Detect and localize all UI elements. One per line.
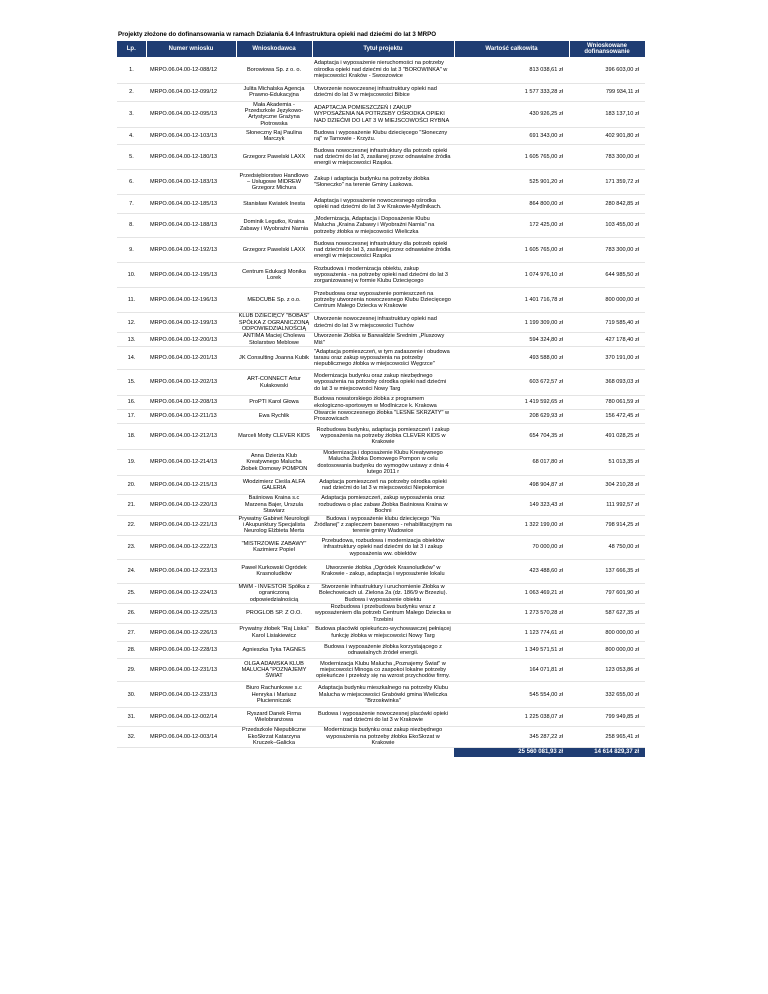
table-row [117, 495, 645, 515]
table-row [117, 583, 645, 603]
row-number: MRPO.06.04.00-12-226/13 [146, 624, 236, 642]
row-lp: 20. [117, 476, 146, 495]
row-funding: 51 013,35 zł [569, 449, 645, 476]
row-number: MRPO.06.04.00-12-099/12 [146, 83, 236, 101]
row-title: Budowa i wyposażenie Klubu dziecięcego "Słoneczny raj" w Tarnowie - Krzyżu. [312, 128, 454, 145]
row-lp: 32. [117, 727, 146, 747]
row-title: Modernizacja budynku oraz zakup niezbędnego wyposażenia na potrzeby ośrodka opieki nad dziećmi do lat 3 w miejscowości Nowy Targ [312, 370, 454, 396]
row-total: 164 071,81 zł [454, 659, 569, 682]
row-funding: 103 455,00 zł [569, 214, 645, 238]
row-applicant: Dominik Legutko, Kraina Zabawy i Wyobraźni Narnia [236, 214, 312, 238]
table-row [117, 624, 645, 642]
row-total: 172 425,00 zł [454, 214, 569, 238]
row-total: 1 401 716,78 zł [454, 288, 569, 313]
row-applicant: Centrum Edukacji Monika Lorek [236, 263, 312, 288]
row-title: Przebudowa, rozbudowa i modernizacja obiektów infrastruktury opieki nad dziećmi do lat 3 i zakup wyposażenia ww. obiektów [312, 535, 454, 559]
row-lp: 4. [117, 128, 146, 145]
row-applicant: Słoneczny Raj Paulina Marczyk [236, 128, 312, 145]
row-title: Adaptacja pomieszczeń na potrzeby ośrodka opieki nad dziećmi do lat 3 w miejscowości Niepołomice [312, 476, 454, 495]
row-total: 654 704,35 zł [454, 423, 569, 449]
row-funding: 280 842,85 zł [569, 195, 645, 214]
row-total: 430 926,25 zł [454, 101, 569, 128]
row-funding: 800 000,00 zł [569, 624, 645, 642]
row-funding: 800 000,00 zł [569, 642, 645, 659]
row-title: Adaptacja i wyposażenie nowoczesnego ośrodka opieki nad dziećmi do lat 3 w Krakowie-Mydlnikach. [312, 195, 454, 214]
row-total: 1 273 570,28 zł [454, 604, 569, 624]
row-number: MRPO.06.04.00-12-202/13 [146, 370, 236, 396]
row-title: Budowa i wyposażenie żłobka korzystającego z odnawialnych źródeł energii. [312, 642, 454, 659]
row-total: 1 577 333,28 zł [454, 83, 569, 101]
row-funding: 797 601,90 zł [569, 583, 645, 603]
row-title: Budowa placówki opiekuńczo-wychowawczej pełniącej funkcję żłobka w miejscowości Nowy Targ [312, 624, 454, 642]
row-total: 1 349 571,51 zł [454, 642, 569, 659]
table-row [117, 145, 645, 170]
totals-spacer [117, 747, 454, 757]
row-lp: 23. [117, 535, 146, 559]
row-applicant: Grzegorz Pawelski LAXX [236, 238, 312, 263]
row-funding: 368 093,03 zł [569, 370, 645, 396]
row-lp: 3. [117, 101, 146, 128]
row-applicant: Biuro Rachunkowe s.c Henryka i Mariusz Płucienniczak [236, 682, 312, 708]
row-total: 68 017,80 zł [454, 449, 569, 476]
row-applicant: Prywatny Gabinet Neurologii i Akupunktury Specjalista Neurolog Elżbieta Merta [236, 515, 312, 535]
row-title: Adaptacja budynku mieszkalnego na potrzeby Klubu Malucha w miejscowości Grabówki gmina Wieliczka "Brzoskwinka" [312, 682, 454, 708]
row-total: 1 605 765,00 zł [454, 238, 569, 263]
row-title: Budowa nowoczesnej infrastruktury dla potrzeb opieki nad dziećmi do lat 3, zasilanej przez odnawialne źródła energii w miejscowości Rząska. [312, 145, 454, 170]
row-number: MRPO.06.04.00-12-220/13 [146, 495, 236, 515]
row-lp: 11. [117, 288, 146, 313]
table-row [117, 57, 645, 83]
grand-total-funding: 14 614 829,37 zł [569, 747, 645, 757]
row-lp: 29. [117, 659, 146, 682]
row-title: Modernizacja i doposażenie Klubu Kreatywnego Malucha Żłobka Domowego Pompon w celu dostosowania budynku do wymogów ustawy z dnia 4 lutego 2011 r [312, 449, 454, 476]
row-number: MRPO.06.04.00-12-214/13 [146, 449, 236, 476]
row-title: Utworzenie nowoczesnej infrastruktury opieki nad dziećmi do lat 3 w miejscowości Tuchów [312, 313, 454, 333]
row-funding: 156 472,45 zł [569, 409, 645, 423]
row-lp: 2. [117, 83, 146, 101]
row-funding: 332 655,00 zł [569, 682, 645, 708]
row-total: 493 588,00 zł [454, 347, 569, 370]
row-lp: 16. [117, 396, 146, 410]
row-applicant: MEDCUBE Sp. z o.o. [236, 288, 312, 313]
row-title: Otwarcie nowoczesnego żłobka "LEŚNE SKRZATY" w Proszowicach [312, 409, 454, 423]
row-total: 594 324,80 zł [454, 333, 569, 347]
table-row [117, 515, 645, 535]
column-header-title: Tytuł projektu [312, 41, 454, 57]
row-number: MRPO.06.04.00-12-233/13 [146, 682, 236, 708]
row-number: MRPO.06.04.00-12-208/13 [146, 396, 236, 410]
row-number: MRPO.06.04.00-12-211/13 [146, 409, 236, 423]
row-applicant: Mała Akademia - Przedszkole Językowo-Artystyczne Grażyna Piotrowska [236, 101, 312, 128]
row-funding: 783 300,00 zł [569, 145, 645, 170]
row-number: MRPO.06.04.00-12-192/13 [146, 238, 236, 263]
row-total: 545 554,00 zł [454, 682, 569, 708]
row-applicant: Przedsiębiorstwo Handlowo – Usługowe MIDREW Grzegorz Michura [236, 170, 312, 195]
row-lp: 26. [117, 604, 146, 624]
row-funding: 304 210,28 zł [569, 476, 645, 495]
row-funding: 427 178,40 zł [569, 333, 645, 347]
row-title: ADAPTACJA POMIESZCZEŃ I ZAKUP WYPOSAŻENIA NA POTRZEBY OŚRODKA OPIEKI NAD DZIEĆMI DO LAT 3 W MIEJSCOWOŚCI RYBNA [312, 101, 454, 128]
row-number: MRPO.06.04.00-12-224/13 [146, 583, 236, 603]
row-applicant: Borowiowa Sp. z o. o. [236, 57, 312, 83]
row-funding: 137 666,35 zł [569, 559, 645, 583]
row-total: 864 800,00 zł [454, 195, 569, 214]
table-row [117, 659, 645, 682]
row-funding: 396 603,00 zł [569, 57, 645, 83]
table-row [117, 333, 645, 347]
row-number: MRPO.06.04.00-12-221/13 [146, 515, 236, 535]
row-number: MRPO.06.04.00-12-201/13 [146, 347, 236, 370]
table-row [117, 449, 645, 476]
row-applicant: Włodzimierz Cieśla ALFA GALERIA [236, 476, 312, 495]
row-lp: 27. [117, 624, 146, 642]
row-lp: 10. [117, 263, 146, 288]
totals-row [117, 747, 645, 757]
row-number: MRPO.06.04.00-12-188/13 [146, 214, 236, 238]
row-number: MRPO.06.04.00-12-002/14 [146, 708, 236, 727]
row-lp: 13. [117, 333, 146, 347]
row-title: Budowa nowatorskiego żłobka z programem ekologiczno-sportowym w Modlniczce k. Krakowa [312, 396, 454, 410]
row-total: 1 419 592,65 zł [454, 396, 569, 410]
row-applicant: "MISTRZOWIE ZABAWY" Kazimierz Popiel [236, 535, 312, 559]
table-row [117, 708, 645, 727]
row-number: MRPO.06.04.00-12-196/13 [146, 288, 236, 313]
row-number: MRPO.06.04.00-12-199/13 [146, 313, 236, 333]
row-number: MRPO.06.04.00-12-231/13 [146, 659, 236, 682]
row-funding: 780 061,59 zł [569, 396, 645, 410]
row-title: Rozbudowa i modernizacja obiektu, zakup wyposażenia - na potrzeby opieki nad dziećmi do lat 3 zorganizowanej w formie Klubu Dziecięcego [312, 263, 454, 288]
table-row [117, 682, 645, 708]
table-row [117, 313, 645, 333]
row-total: 525 901,20 zł [454, 170, 569, 195]
row-title: Przebudowa oraz wyposażenie pomieszczeń na potrzeby utworzenia nowoczesnego Klubu Dziecięcego Centrum Małego Dziecka w Krakowie [312, 288, 454, 313]
row-total: 603 672,57 zł [454, 370, 569, 396]
table-row [117, 409, 645, 423]
row-funding: 644 985,50 zł [569, 263, 645, 288]
row-funding: 798 914,25 zł [569, 515, 645, 535]
row-applicant: ART-CONNECT Artur Kułakowski [236, 370, 312, 396]
row-total: 1 322 199,00 zł [454, 515, 569, 535]
row-funding: 48 750,00 zł [569, 535, 645, 559]
column-header-number: Numer wniosku [146, 41, 236, 57]
row-applicant: Marceli Motty CLEVER KIDS [236, 423, 312, 449]
row-title: Rozbudowa budynku, adaptacja pomieszczeń i zakup wyposażenia na potrzeby żłobka CLEVER KIDS w Krakowie [312, 423, 454, 449]
table-row [117, 642, 645, 659]
table-row [117, 370, 645, 396]
row-applicant: Prywatny żłobek "Raj Liska" Karol Lisiakiewicz [236, 624, 312, 642]
table-row [117, 604, 645, 624]
row-lp: 5. [117, 145, 146, 170]
column-header-funding: Wnioskowane dofinansowanie [569, 41, 645, 57]
row-applicant: Julita Michalska Agencja Prawno-Edukacyjna [236, 83, 312, 101]
row-applicant: Stanisław Kwiatek Inesta [236, 195, 312, 214]
row-total: 1 225 038,07 zł [454, 708, 569, 727]
row-applicant: Paweł Kurkowski Ogródek Krasnoludków [236, 559, 312, 583]
row-number: MRPO.06.04.00-12-183/13 [146, 170, 236, 195]
row-title: Rozbudowa i przebudowa budynku wraz z wyposażeniem dla potrzeb Centrum Małego Dziecka w Trzebini [312, 604, 454, 624]
row-number: MRPO.06.04.00-12-095/13 [146, 101, 236, 128]
row-applicant: Anna Dzierża Klub Kreatywnego Malucha Żłobek Domowy POMPON [236, 449, 312, 476]
table-row [117, 476, 645, 495]
row-title: "Adaptacja pomieszczeń, w tym zadaszenie i obudowa tarasu oraz zakup wyposażenia na potrzeby niepublicznego żłobka w miejscowości Węgrzce" [312, 347, 454, 370]
row-total: 208 629,93 zł [454, 409, 569, 423]
row-title: Budowa i wyposażenie klubu dziecięcego "Na Źródlanej" z zapleczem basenowo - rehabilitacyjnym na terenie gminy Wadowice [312, 515, 454, 535]
row-lp: 9. [117, 238, 146, 263]
row-funding: 258 965,41 zł [569, 727, 645, 747]
table-row [117, 396, 645, 410]
row-lp: 22. [117, 515, 146, 535]
row-funding: 799 934,11 zł [569, 83, 645, 101]
row-lp: 18. [117, 423, 146, 449]
row-funding: 783 300,00 zł [569, 238, 645, 263]
row-title: Zakup i adaptacja budynku na potrzeby żłobka "Słoneczko" na terenie Gminy Laskowa. [312, 170, 454, 195]
row-applicant: KLUB DZIECIĘCY "BOBAS" SPÓŁKA Z OGRANICZONĄ ODPOWIEDZIALNOŚCIĄ [236, 313, 312, 333]
row-funding: 402 901,80 zł [569, 128, 645, 145]
row-total: 1 074 976,10 zł [454, 263, 569, 288]
row-title: Budowa nowoczesnej infrastruktury dla potrzeb opieki nad dziećmi do lat 3, zasilanej przez odnawialne źródła energii w miejscowości Rząska [312, 238, 454, 263]
row-funding: 587 627,35 zł [569, 604, 645, 624]
row-number: MRPO.06.04.00-12-195/13 [146, 263, 236, 288]
row-number: MRPO.06.04.00-12-228/13 [146, 642, 236, 659]
row-number: MRPO.06.04.00-12-223/13 [146, 559, 236, 583]
row-number: MRPO.06.04.00-12-212/13 [146, 423, 236, 449]
row-applicant: Baśniowa Kraina s.c Marzena Bajer, Urszula Stawiarz [236, 495, 312, 515]
row-applicant: Przedszkole Niepubliczne EkoSkrzat Katarzyna Kruczek–Galicka [236, 727, 312, 747]
table-row [117, 101, 645, 128]
column-header-total: Wartość całkowita [454, 41, 569, 57]
row-number: MRPO.06.04.00-12-103/13 [146, 128, 236, 145]
row-number: MRPO.06.04.00-12-180/13 [146, 145, 236, 170]
row-number: MRPO.06.04.00-12-222/13 [146, 535, 236, 559]
row-applicant: PROGLOB SP. Z O.O. [236, 604, 312, 624]
row-total: 498 904,87 zł [454, 476, 569, 495]
row-funding: 491 028,25 zł [569, 423, 645, 449]
row-title: Utworzenie nowoczesnej infrastruktury opieki nad dziećmi do lat 3 w miejscowości Bibice [312, 83, 454, 101]
row-title: Stworzenie infrastruktury i uruchomienie Żłobka w Bolechowicach ul. Zielona 2a (dz. 186/9 w Brzeziu). Budowa i wyposażenie obiektu [312, 583, 454, 603]
table-row [117, 128, 645, 145]
row-funding: 719 585,40 zł [569, 313, 645, 333]
row-number: MRPO.06.04.00-12-185/13 [146, 195, 236, 214]
row-lp: 8. [117, 214, 146, 238]
row-applicant: Agnieszka Tyka TAGNES [236, 642, 312, 659]
column-header-applicant: Wnioskodawca [236, 41, 312, 57]
row-total: 813 038,61 zł [454, 57, 569, 83]
page-title: Projekty złożone do dofinansowania w ramach Działania 6.4 Infrastruktura opieki nad dziećmi do lat 3 MRPO [118, 31, 437, 38]
table-header-row [117, 41, 645, 57]
row-title: Utworzenie żłobka „Ogródek Krasnoludków" w Krakowie - zakup, adaptacja i wyposażenie lokalu [312, 559, 454, 583]
row-applicant: ProPTI Karol Głowa [236, 396, 312, 410]
row-number: MRPO.06.04.00-12-088/12 [146, 57, 236, 83]
table-row [117, 347, 645, 370]
row-title: „Modernizacja, Adaptacja i Doposażenie Klubu Malucha „Kraina Zabawy i Wyobraźni Narnia" na potrzeby żłobka w miejscowości Wieliczka [312, 214, 454, 238]
row-lp: 31. [117, 708, 146, 727]
table-row [117, 195, 645, 214]
row-title: Modernizacja Klubu Malucha „Poznajemy Świat" w miejscowości Minoga co zaspokoi lokalne potrzeby opiekuńcze i przełoży się na wzrost przychodów firmy. [312, 659, 454, 682]
row-applicant: JK Consulting Joanna Kubik [236, 347, 312, 370]
row-number: MRPO.06.04.00-12-003/14 [146, 727, 236, 747]
row-lp: 24. [117, 559, 146, 583]
table-row [117, 170, 645, 195]
row-total: 1 199 309,00 zł [454, 313, 569, 333]
table-row [117, 559, 645, 583]
table-row [117, 83, 645, 101]
row-title: Adaptacja i wyposażenie nieruchomości na potrzeby ośrodka opieki nad dziećmi do lat 3 "BOROWINKA" w miejscowości Kraków - Swoszowice [312, 57, 454, 83]
row-lp: 21. [117, 495, 146, 515]
table-row [117, 238, 645, 263]
projects-table [117, 41, 646, 757]
row-applicant: Ewa Rychlik [236, 409, 312, 423]
column-header-lp: Lp. [117, 41, 146, 57]
row-funding: 370 191,00 zł [569, 347, 645, 370]
table-row [117, 288, 645, 313]
row-applicant: OLGA ADAMSKA KLUB MALUCHA "POZNAJEMY ŚWIAT [236, 659, 312, 682]
row-number: MRPO.06.04.00-12-200/13 [146, 333, 236, 347]
row-lp: 25. [117, 583, 146, 603]
row-number: MRPO.06.04.00-12-215/13 [146, 476, 236, 495]
row-total: 691 343,00 zł [454, 128, 569, 145]
row-total: 70 000,00 zł [454, 535, 569, 559]
row-total: 423 488,60 zł [454, 559, 569, 583]
table-row [117, 263, 645, 288]
row-funding: 123 053,86 zł [569, 659, 645, 682]
row-funding: 799 949,85 zł [569, 708, 645, 727]
row-lp: 15. [117, 370, 146, 396]
row-lp: 14. [117, 347, 146, 370]
table-row [117, 535, 645, 559]
row-funding: 183 137,10 zł [569, 101, 645, 128]
row-funding: 111 992,57 zł [569, 495, 645, 515]
row-total: 1 063 469,21 zł [454, 583, 569, 603]
row-lp: 12. [117, 313, 146, 333]
row-title: Modernizacja budynku oraz zakup niezbędnego wyposażenia na potrzeby żłobka EkoSkrzat w Krakowie [312, 727, 454, 747]
grand-total-value: 25 560 081,93 zł [454, 747, 569, 757]
row-lp: 19. [117, 449, 146, 476]
row-applicant: MWM - INVESTOR Spółka z ograniczoną odpowiedzialnością [236, 583, 312, 603]
row-lp: 7. [117, 195, 146, 214]
table-row [117, 727, 645, 747]
row-title: Budowa i wyposażenie nowoczesnej placówki opieki nad dziećmi do lat 3 w Krakowie [312, 708, 454, 727]
row-lp: 17. [117, 409, 146, 423]
row-applicant: ANTIMA Maciej Cholewa Stolarstwo Meblowe [236, 333, 312, 347]
row-applicant: Ryszard Danek Firma Wielobranżowa [236, 708, 312, 727]
row-lp: 1. [117, 57, 146, 83]
table-row [117, 423, 645, 449]
row-applicant: Grzegorz Pawelski LAXX [236, 145, 312, 170]
row-total: 345 287,22 zł [454, 727, 569, 747]
table-row [117, 214, 645, 238]
row-lp: 6. [117, 170, 146, 195]
row-total: 1 605 765,00 zł [454, 145, 569, 170]
row-title: Adaptacja pomieszczeń, zakup wyposażenia oraz rozbudowa o plac zabaw Żłobka Baśniowa Kraina w Bochni [312, 495, 454, 515]
row-lp: 28. [117, 642, 146, 659]
row-lp: 30. [117, 682, 146, 708]
row-title: Utworzenie Żłobka w Barwałdzie Średnim „Pluszowy Miś" [312, 333, 454, 347]
row-funding: 800 000,00 zł [569, 288, 645, 313]
row-number: MRPO.06.04.00-12-225/13 [146, 604, 236, 624]
row-total: 149 323,43 zł [454, 495, 569, 515]
row-funding: 171 359,72 zł [569, 170, 645, 195]
row-total: 1 123 774,61 zł [454, 624, 569, 642]
